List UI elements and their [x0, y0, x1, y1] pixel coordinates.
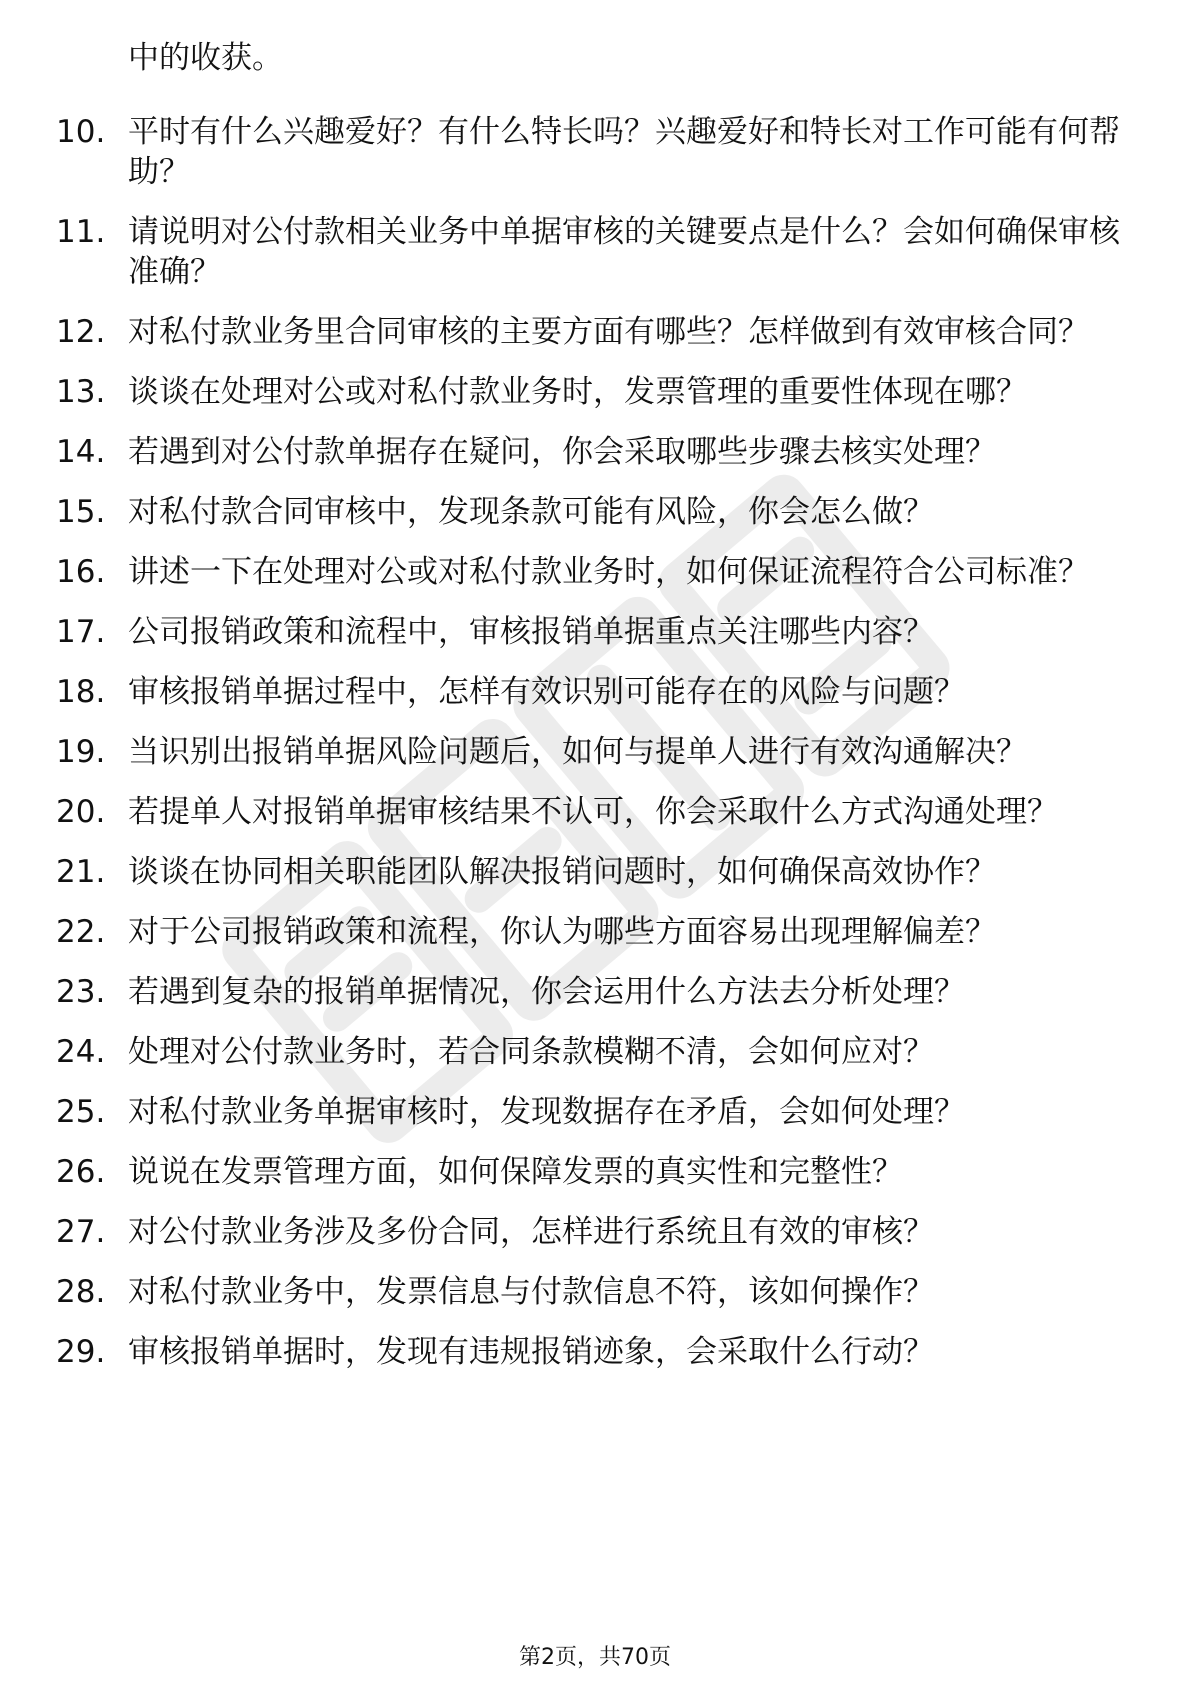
question-text: 对公付款业务涉及多份合同，怎样进行系统且有效的审核？ [128, 1214, 934, 1250]
question-number: 21. [56, 854, 106, 890]
question-item [56, 312, 1136, 352]
question-text: 谈谈在处理对公或对私付款业务时，发票管理的重要性体现在哪？ [128, 374, 1027, 410]
question-item [56, 1152, 1136, 1192]
question-text: 平时有什么兴趣爱好？有什么特长吗？兴趣爱好和特长对工作可能有何帮助？ [128, 114, 1120, 190]
question-item [56, 112, 1136, 192]
question-text: 若遇到对公付款单据存在疑问，你会采取哪些步骤去核实处理？ [128, 434, 996, 470]
question-item [56, 372, 1136, 412]
question-text: 处理对公付款业务时，若合同条款模糊不清，会如何应对？ [128, 1034, 934, 1070]
question-item [56, 552, 1136, 592]
question-list [56, 112, 1136, 1392]
question-number: 19. [56, 734, 106, 770]
question-item [56, 912, 1136, 952]
question-number: 23. [56, 974, 106, 1010]
question-text: 说说在发票管理方面，如何保障发票的真实性和完整性？ [128, 1154, 903, 1190]
question-number: 15. [56, 494, 106, 530]
question-text: 当识别出报销单据风险问题后，如何与提单人进行有效沟通解决？ [128, 734, 1027, 770]
question-number: 11. [56, 214, 106, 250]
question-text: 公司报销政策和流程中，审核报销单据重点关注哪些内容？ [128, 614, 934, 650]
question-number: 27. [56, 1214, 106, 1250]
question-item [56, 672, 1136, 712]
question-number: 16. [56, 554, 106, 590]
question-text: 请说明对公付款相关业务中单据审核的关键要点是什么？会如何确保审核准确？ [128, 214, 1120, 290]
question-number: 25. [56, 1094, 106, 1130]
question-item [56, 492, 1136, 532]
question-item [56, 1092, 1136, 1132]
question-item [56, 432, 1136, 472]
question-text: 对私付款业务里合同审核的主要方面有哪些？怎样做到有效审核合同？ [128, 314, 1089, 350]
question-item [56, 612, 1136, 652]
question-item [56, 1212, 1136, 1252]
question-item [56, 212, 1136, 292]
question-number: 22. [56, 914, 106, 950]
question-item [56, 792, 1136, 832]
question-number: 13. [56, 374, 106, 410]
question-text: 谈谈在协同相关职能团队解决报销问题时，如何确保高效协作？ [128, 854, 996, 890]
continuation-text: 中的收获。 [128, 40, 283, 76]
question-number: 29. [56, 1334, 106, 1370]
question-number: 26. [56, 1154, 106, 1190]
question-item [56, 732, 1136, 772]
question-number: 20. [56, 794, 106, 830]
question-item [56, 1332, 1136, 1372]
question-number: 14. [56, 434, 106, 470]
question-text: 审核报销单据过程中，怎样有效识别可能存在的风险与问题？ [128, 674, 965, 710]
question-text: 对私付款业务中，发票信息与付款信息不符，该如何操作？ [128, 1274, 934, 1310]
question-number: 10. [56, 114, 106, 150]
question-text: 若遇到复杂的报销单据情况，你会运用什么方法去分析处理？ [128, 974, 965, 1010]
question-text: 讲述一下在处理对公或对私付款业务时，如何保证流程符合公司标准？ [128, 554, 1089, 590]
question-number: 28. [56, 1274, 106, 1310]
question-text: 对私付款合同审核中，发现条款可能有风险，你会怎么做？ [128, 494, 934, 530]
question-text: 对于公司报销政策和流程，你认为哪些方面容易出现理解偏差？ [128, 914, 996, 950]
question-number: 12. [56, 314, 106, 350]
question-text: 审核报销单据时，发现有违规报销迹象，会采取什么行动？ [128, 1334, 934, 1370]
question-item [56, 1272, 1136, 1312]
question-item [56, 972, 1136, 1012]
question-number: 18. [56, 674, 106, 710]
question-number: 24. [56, 1034, 106, 1070]
question-item [56, 1032, 1136, 1072]
question-number: 17. [56, 614, 106, 650]
page-footer: 第2页，共70页 [519, 1645, 671, 1670]
question-text: 对私付款业务单据审核时，发现数据存在矛盾，会如何处理？ [128, 1094, 965, 1130]
question-text: 若提单人对报销单据审核结果不认可，你会采取什么方式沟通处理？ [128, 794, 1058, 830]
question-item [56, 852, 1136, 892]
